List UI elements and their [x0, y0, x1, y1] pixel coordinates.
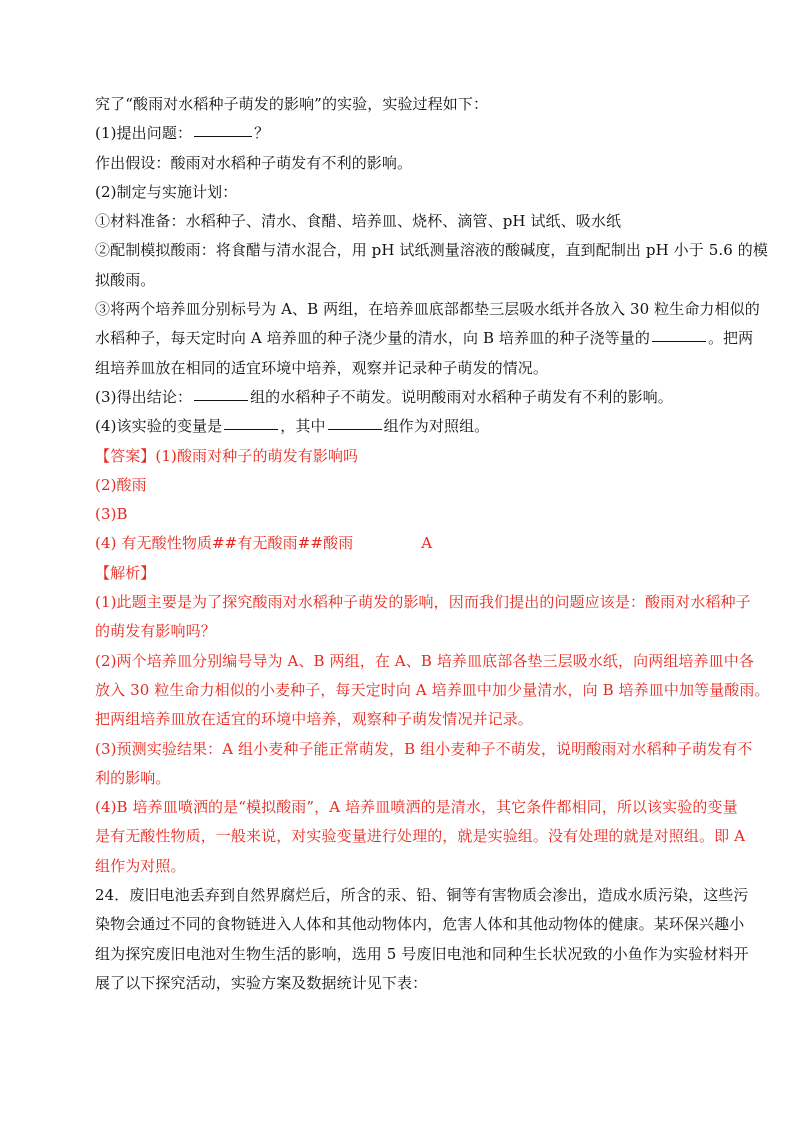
- question-line: 作出假设：酸雨对水稻种子萌发有不利的影响。: [95, 153, 413, 172]
- answer-line: (2)酸雨: [95, 475, 147, 494]
- answer-text: (1)酸雨对种子的萌发有影响吗: [155, 446, 359, 465]
- analysis-line: 组作为对照。: [95, 856, 186, 875]
- question-line: [95, 324, 754, 353]
- question-line: [95, 119, 707, 148]
- question-text: 组的水稻种子不萌发。说明酸雨对水稻种子萌发有不利的影响。: [250, 387, 673, 406]
- answer-blank: [652, 340, 706, 342]
- analysis-line: (1)此题主要是为了探究酸雨对水稻种子萌发的影响，因而我们提出的问题应该是：酸雨对水稻种子: [95, 593, 751, 612]
- question-line: [95, 383, 707, 412]
- analysis-line: (2)两个培养皿分别编号导为 A、B 两组，在 A、B 培养皿底部各垫三层吸水纸，向两组培养皿中各: [95, 651, 754, 670]
- analysis-line: (4)B 培养皿喷洒的是“模拟酸雨”，A 培养皿喷洒的是清水，其它条件都相同，所以该实验的变量: [95, 798, 738, 817]
- answer-line: [95, 529, 707, 558]
- analysis-line: 把两组培养皿放在适宜的环境中培养，观察种子萌发情况并记录。: [95, 710, 533, 729]
- question-24-line: 24．废旧电池丢弃到自然界腐烂后，所含的汞、铅、铜等有害物质会渗出，造成水质污染，这些污: [95, 886, 749, 905]
- question-line: 组培养皿放在相同的适宜环境中培养，观察并记录种子萌发的情况。: [95, 358, 549, 377]
- analysis-line: (3)预测实验结果：A 组小麦种子能正常萌发，B 组小麦种子不萌发，说明酸雨对水稻种子萌发有不: [95, 739, 753, 758]
- question-line: ②配制模拟酸雨：将食醋与清水混合，用 pH 试纸测量溶液的酸碱度，直到配制出 pH 小于 5.6 的模: [95, 241, 768, 260]
- answer-blank: [194, 135, 252, 137]
- answer-line: [95, 442, 707, 471]
- analysis-line: 利的影响。: [95, 768, 171, 787]
- analysis-line: 是有无酸性物质，一般来说，对实验变量进行处理的，就是实验组。没有处理的就是对照组。即 A: [95, 827, 746, 846]
- question-text: (1)提出问题：: [95, 124, 193, 143]
- question-text: 。把两: [707, 329, 754, 348]
- question-text: 组作为对照组。: [383, 417, 490, 436]
- answer-blank: [328, 428, 382, 430]
- answer-text: A: [421, 534, 433, 553]
- question-line: (2)制定与实施计划：: [95, 182, 238, 201]
- answer-blank: [224, 428, 278, 430]
- question-line: [95, 412, 707, 441]
- question-24-line: 展了以下探究活动，实验方案及数据统计见下表：: [95, 973, 428, 992]
- analysis-tag: 【解析】: [95, 563, 156, 582]
- question-text: 水稻种子，每天定时向 A 培养皿的种子浇少量的清水，向 B 培养皿的种子浇等量的: [95, 329, 650, 348]
- answer-blank: [194, 399, 248, 401]
- question-text: ，其中: [280, 417, 326, 436]
- question-text: ？: [254, 124, 270, 143]
- analysis-line: 放入 30 粒生命力相似的小麦种子，每天定时向 A 培养皿中加少量清水，向 B 培养皿中加等量酸雨。: [95, 680, 770, 699]
- question-line: ③将两个培养皿分别标号为 A、B 两组，在培养皿底部都垫三层吸水纸并各放入 30 粒生命力相似的: [95, 300, 760, 319]
- question-line: 究了“酸雨对水稻种子萌发的影响”的实验，实验过程如下：: [95, 95, 489, 113]
- question-text: (4)该实验的变量是: [95, 417, 223, 436]
- analysis-line: 的萌发有影响吗？: [95, 622, 216, 641]
- answer-tag: 【答案】: [95, 446, 156, 465]
- question-24-line: 染物会通过不同的食物链进入人体和其他动物体内，危害人体和其他动物体的健康。某环保兴趣小: [95, 915, 745, 934]
- answer-text: (4) 有无酸性物质##有无酸雨##酸雨: [95, 534, 354, 553]
- document-page: [95, 90, 770, 998]
- question-24-line: 组为探究废旧电池对生物生活的影响，选用 5 号废旧电池和同种生长状况致的小鱼作为实验材料开: [95, 944, 749, 963]
- question-text: (3)得出结论：: [95, 387, 193, 406]
- answer-line: (3)B: [95, 505, 128, 524]
- question-line: 拟酸雨。: [95, 270, 156, 289]
- question-line: ①材料准备：水稻种子、清水、食醋、培养皿、烧杯、滴管、pH 试纸、吸水纸: [95, 212, 622, 231]
